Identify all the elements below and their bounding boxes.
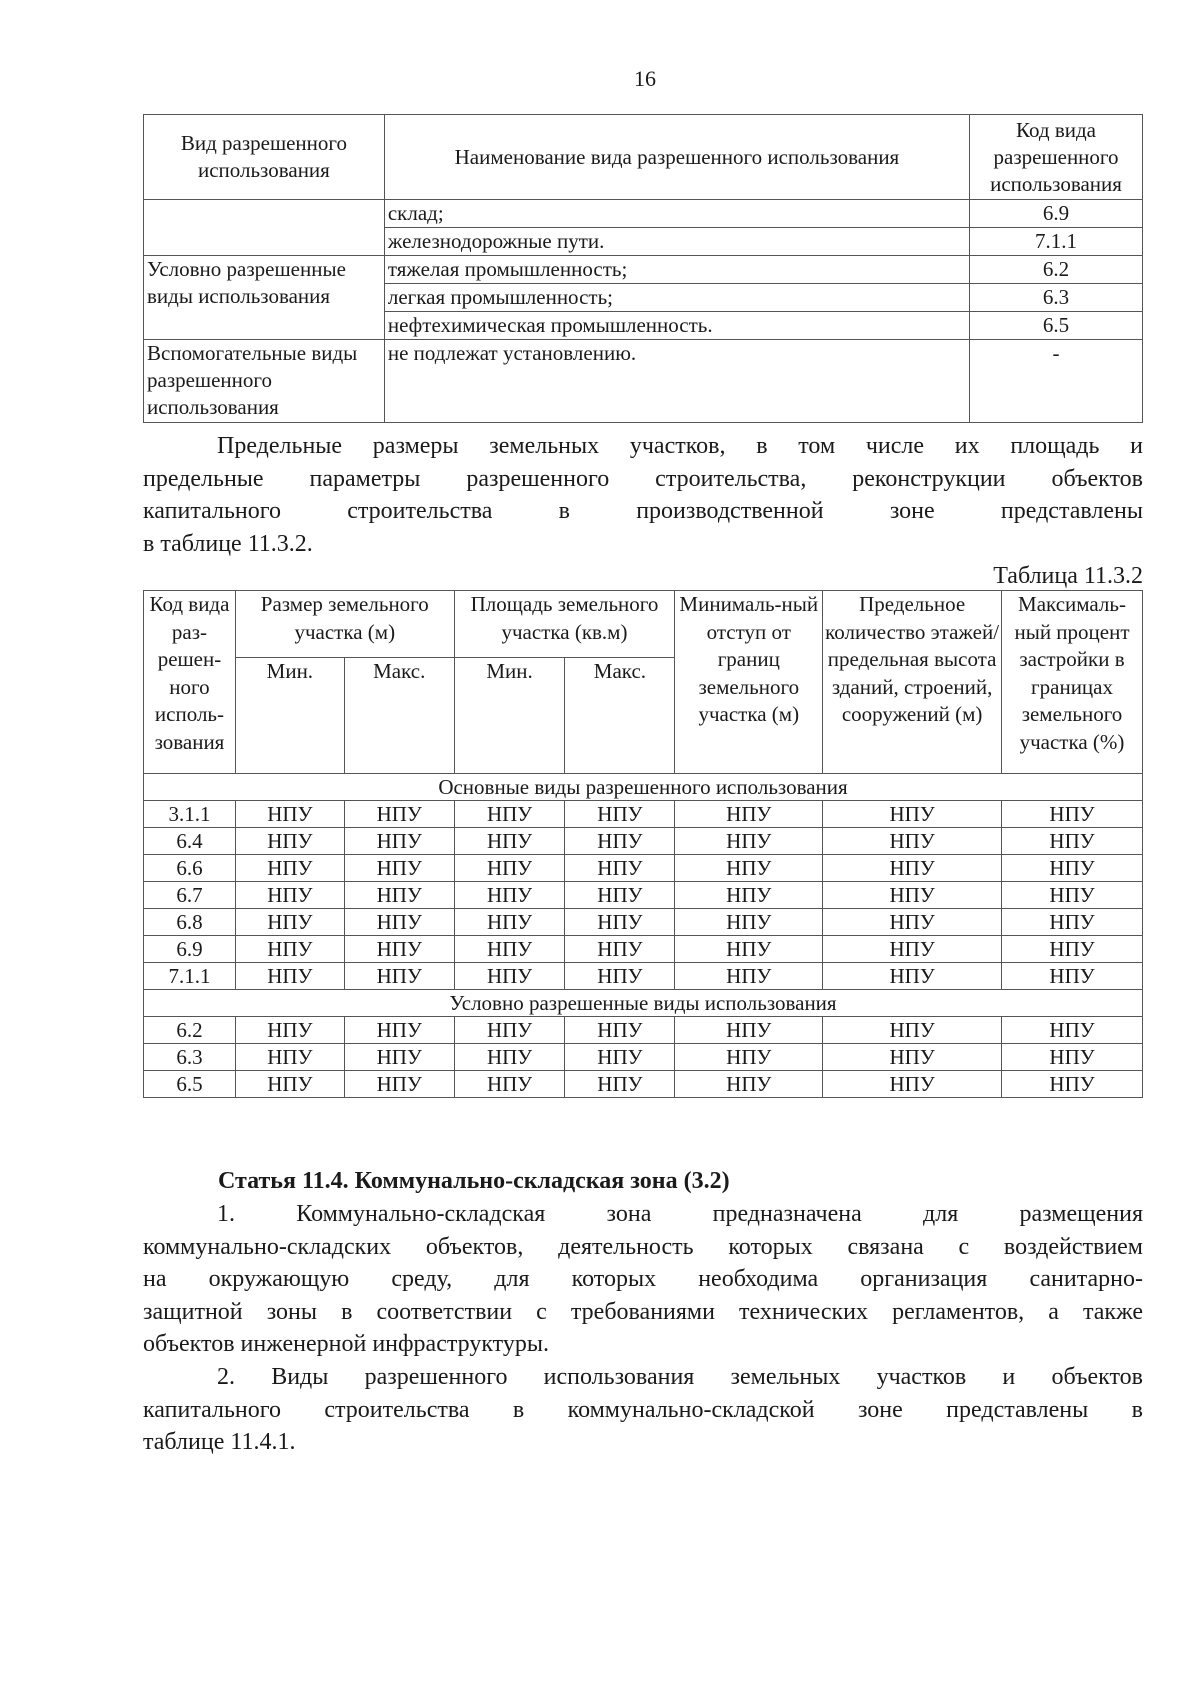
row-value: НПУ (344, 1044, 454, 1071)
use-name: не подлежат установлению. (384, 340, 969, 423)
page-number: 16 (634, 66, 656, 91)
text-line: предельные параметры разрешенного строительства, реконструкции объектов (143, 465, 1143, 492)
row-code: 6.6 (144, 855, 236, 882)
paragraph-limits (143, 430, 1143, 560)
conditional-type-label: Условно разрешенные виды использования (144, 256, 385, 340)
row-value: НПУ (235, 828, 344, 855)
text-line: 1. Коммунально-складская зона предназначена для размещения (217, 1201, 1143, 1227)
table-row (144, 882, 1143, 909)
section-conditional: Условно разрешенные виды использования (144, 990, 1143, 1017)
row-value: НПУ (344, 801, 454, 828)
text-line: 2. Виды разрешенного использования земельных участков и объектов (217, 1364, 1143, 1390)
table-row (144, 855, 1143, 882)
row-value: НПУ (454, 828, 565, 855)
row-value: НПУ (454, 936, 565, 963)
header-use-type: Вид разрешенного использования (144, 115, 385, 200)
row-code: 6.2 (144, 1017, 236, 1044)
conditional-rows (144, 1017, 1143, 1098)
table-row (144, 1071, 1143, 1098)
row-value: НПУ (235, 1044, 344, 1071)
row-value: НПУ (344, 909, 454, 936)
header-code: Код вида раз-решен-ного исполь-зования (144, 591, 236, 774)
row-value: НПУ (1002, 828, 1143, 855)
use-code: 6.9 (970, 200, 1143, 228)
use-code: - (970, 340, 1143, 423)
row-value: НПУ (565, 855, 675, 882)
row-value: НПУ (823, 1017, 1002, 1044)
row-value: НПУ (1002, 882, 1143, 909)
row-value: НПУ (565, 801, 675, 828)
header-setback: Минималь-ный отступ от границ земельного участка (м) (675, 591, 823, 774)
text-line: защитной зоны в соответствии с требованиями технических регламентов, а также (143, 1298, 1143, 1325)
row-value: НПУ (1002, 963, 1143, 990)
table-row (144, 909, 1143, 936)
land-use-types-table (143, 114, 1143, 423)
use-name: склад; (384, 200, 969, 228)
use-code: 7.1.1 (970, 228, 1143, 256)
header-use-name: Наименование вида разрешенного использования (384, 115, 969, 200)
paragraph-zone-purpose (143, 1198, 1143, 1361)
row-value: НПУ (823, 936, 1002, 963)
paragraph-zone-types (143, 1361, 1143, 1459)
row-value: НПУ (675, 882, 823, 909)
row-value: НПУ (454, 882, 565, 909)
use-name: тяжелая промышленность; (384, 256, 969, 284)
header-size-min: Мин. (235, 658, 344, 774)
header-area-min: Мин. (454, 658, 565, 774)
use-code: 6.5 (970, 312, 1143, 340)
text-line: таблице 11.4.1. (143, 1429, 296, 1455)
row-value: НПУ (565, 1071, 675, 1098)
text-line: капитального строительства в производственной зоне представлены (143, 498, 1143, 524)
use-code: 6.3 (970, 284, 1143, 312)
row-value: НПУ (344, 855, 454, 882)
row-value: НПУ (454, 1017, 565, 1044)
row-value: НПУ (454, 963, 565, 990)
row-value: НПУ (1002, 801, 1143, 828)
use-name: нефтехимическая промышленность. (384, 312, 969, 340)
text-line: коммунально-складских объектов, деятельность которых связана с воздействием (143, 1233, 1143, 1260)
row-value: НПУ (1002, 1017, 1143, 1044)
row-value: НПУ (1002, 1044, 1143, 1071)
row-value: НПУ (675, 963, 823, 990)
use-name: легкая промышленность; (384, 284, 969, 312)
row-value: НПУ (675, 909, 823, 936)
row-code: 6.7 (144, 882, 236, 909)
use-name: железнодорожные пути. (384, 228, 969, 256)
table-row (144, 1044, 1143, 1071)
row-code: 7.1.1 (144, 963, 236, 990)
text-line: Предельные размеры земельных участков, в том числе их площадь и (217, 433, 1143, 459)
row-value: НПУ (454, 1071, 565, 1098)
header-plot-area: Площадь земельного участка (кв.м) (454, 591, 675, 658)
row-value: НПУ (235, 1017, 344, 1044)
row-value: НПУ (823, 882, 1002, 909)
header-area-max: Макс. (565, 658, 675, 774)
table-row (144, 936, 1143, 963)
row-code: 3.1.1 (144, 801, 236, 828)
row-code: 6.4 (144, 828, 236, 855)
row-value: НПУ (344, 828, 454, 855)
row-value: НПУ (823, 1071, 1002, 1098)
row-value: НПУ (344, 963, 454, 990)
row-value: НПУ (235, 855, 344, 882)
text-line: на окружающую среду, для которых необходима организация санитарно- (143, 1266, 1143, 1292)
row-value: НПУ (454, 801, 565, 828)
row-value: НПУ (235, 936, 344, 963)
row-value: НПУ (675, 936, 823, 963)
row-value: НПУ (235, 1071, 344, 1098)
row-value: НПУ (675, 1044, 823, 1071)
row-value: НПУ (565, 1044, 675, 1071)
row-value: НПУ (1002, 855, 1143, 882)
section-main: Основные виды разрешенного использования (144, 774, 1143, 801)
row-value: НПУ (675, 1017, 823, 1044)
row-code: 6.8 (144, 909, 236, 936)
header-coverage: Максималь-ный процент застройки в границах земельного участка (%) (1002, 591, 1143, 774)
table-row (144, 801, 1143, 828)
use-code: 6.2 (970, 256, 1143, 284)
row-value: НПУ (823, 1044, 1002, 1071)
continued-type-cell (144, 200, 385, 256)
header-use-code: Код вида разрешенного использования (970, 115, 1143, 200)
row-value: НПУ (675, 828, 823, 855)
row-value: НПУ (344, 882, 454, 909)
row-value: НПУ (454, 1044, 565, 1071)
row-value: НПУ (454, 909, 565, 936)
row-value: НПУ (565, 963, 675, 990)
table-row (144, 1017, 1143, 1044)
header-plot-size: Размер земельного участка (м) (235, 591, 454, 658)
row-value: НПУ (235, 963, 344, 990)
table-row (144, 963, 1143, 990)
row-code: 6.5 (144, 1071, 236, 1098)
row-value: НПУ (1002, 1071, 1143, 1098)
table-caption: Таблица 11.3.2 (993, 563, 1143, 589)
row-value: НПУ (235, 909, 344, 936)
header-size-max: Макс. (344, 658, 454, 774)
row-value: НПУ (565, 828, 675, 855)
article-heading: Статья 11.4. Коммунально-складская зона (3.2) (218, 1168, 730, 1194)
row-value: НПУ (823, 855, 1002, 882)
row-value: НПУ (823, 909, 1002, 936)
main-rows (144, 801, 1143, 990)
text-line: объектов инженерной инфраструктуры. (143, 1331, 549, 1357)
header-floors: Предельное количество этажей/ предельная высота зданий, строений, сооружений (м) (823, 591, 1002, 774)
row-value: НПУ (823, 801, 1002, 828)
row-value: НПУ (1002, 909, 1143, 936)
row-value: НПУ (565, 882, 675, 909)
text-line: капитального строительства в коммунально-складской зоне представлены в (143, 1396, 1143, 1423)
row-value: НПУ (235, 882, 344, 909)
row-value: НПУ (344, 1071, 454, 1098)
row-code: 6.9 (144, 936, 236, 963)
row-value: НПУ (344, 936, 454, 963)
row-value: НПУ (235, 801, 344, 828)
row-value: НПУ (823, 828, 1002, 855)
row-value: НПУ (1002, 936, 1143, 963)
parameters-table (143, 590, 1143, 1098)
text-line: в таблице 11.3.2. (143, 530, 313, 557)
row-value: НПУ (454, 855, 565, 882)
row-value: НПУ (344, 1017, 454, 1044)
row-value: НПУ (675, 801, 823, 828)
row-code: 6.3 (144, 1044, 236, 1071)
row-value: НПУ (823, 963, 1002, 990)
table-row (144, 828, 1143, 855)
row-value: НПУ (565, 1017, 675, 1044)
row-value: НПУ (675, 1071, 823, 1098)
row-value: НПУ (565, 936, 675, 963)
row-value: НПУ (565, 909, 675, 936)
row-value: НПУ (675, 855, 823, 882)
auxiliary-type-label: Вспомогательные виды разрешенного использования (144, 340, 385, 423)
